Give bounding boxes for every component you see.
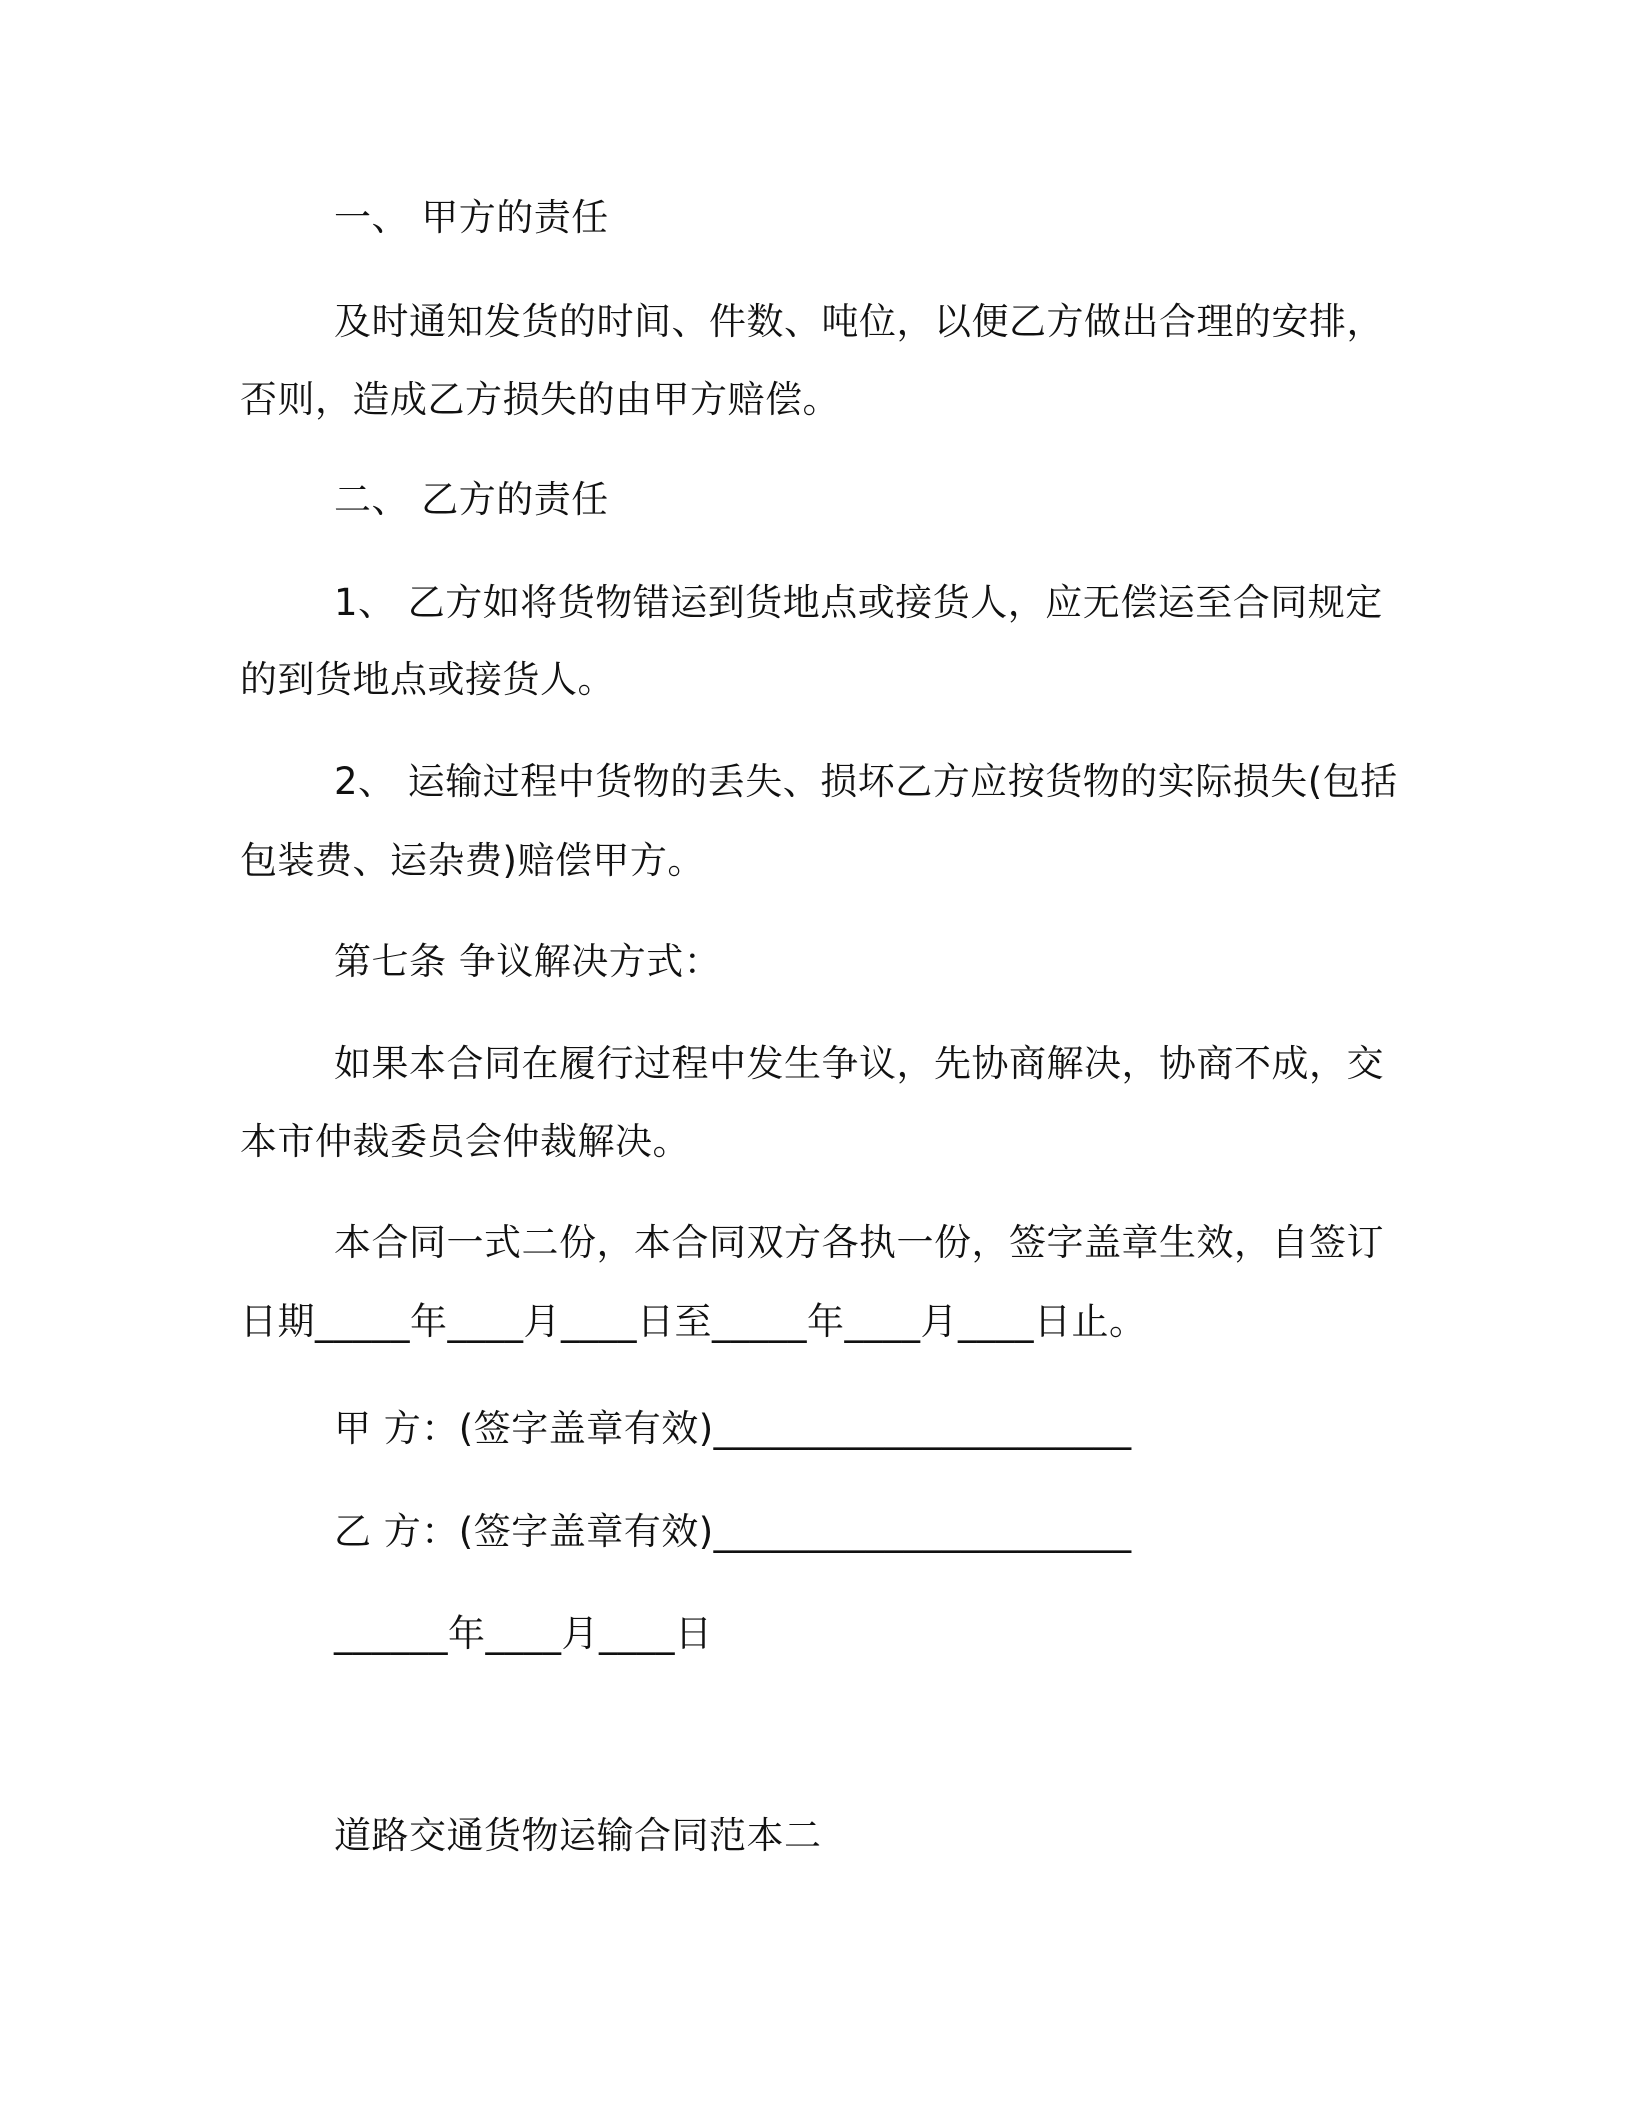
- paragraph-line: 否则，造成乙方损失的由甲方赔偿。: [240, 378, 840, 421]
- paragraph-line: 包装费、运杂费)赔偿甲方。: [240, 839, 705, 882]
- paragraph-line: 2、 运输过程中货物的丢失、损坏乙方应按货物的实际损失(包括: [334, 760, 1398, 803]
- section-heading-party-b: 二、 乙方的责任: [334, 478, 609, 521]
- article-heading: 第七条 争议解决方式：: [334, 940, 722, 983]
- paragraph-line: 日期_____年____月____日至_____年____月____日止。: [240, 1300, 1147, 1343]
- paragraph-line: 如果本合同在履行过程中发生争议，先协商解决，协商不成，交: [334, 1042, 1384, 1085]
- section-heading-party-a: 一、 甲方的责任: [334, 196, 609, 239]
- paragraph-line: 本合同一式二份，本合同双方各执一份，签字盖章生效，自签订: [334, 1221, 1384, 1264]
- paragraph-line: 1、 乙方如将货物错运到货地点或接货人，应无偿运至合同规定: [334, 581, 1383, 624]
- date-line: ______年____月____日: [334, 1612, 713, 1655]
- signature-line-party-b: 乙 方：(签字盖章有效)______________________: [334, 1510, 1132, 1553]
- paragraph-line: 本市仲裁委员会仲裁解决。: [240, 1120, 690, 1163]
- signature-line-party-a: 甲 方：(签字盖章有效)______________________: [334, 1407, 1132, 1450]
- document-subtitle: 道路交通货物运输合同范本二: [334, 1814, 822, 1857]
- paragraph-line: 的到货地点或接货人。: [240, 658, 615, 701]
- paragraph-line: 及时通知发货的时间、件数、吨位，以便乙方做出合理的安排，: [334, 300, 1384, 343]
